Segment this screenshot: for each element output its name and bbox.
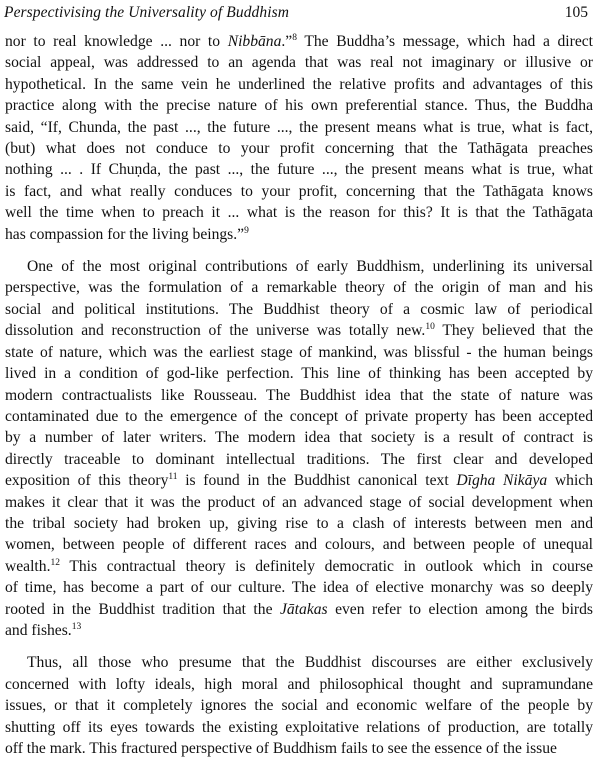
text-run: shutting off its eyes towards the existing exploitative relations of production, are totally [5, 718, 593, 736]
text-run: perspective, was the formulation of a remarkable theory of the origin of man and his [5, 279, 593, 297]
footnote-ref: 12 [50, 557, 60, 568]
text-line [5, 599, 593, 620]
text-run: hypothetical. In the same vein he underlined the relative profits and advantages of this [5, 75, 593, 93]
text-run: dissolution and reconstruction of the universe was totally new. [5, 322, 426, 340]
text-run: Thus, all those who presume that the Buddhist discourses are either exclusively [27, 654, 593, 672]
text-run: and fishes. [5, 621, 72, 639]
italic-term: Dīgha Nikāya [456, 472, 548, 490]
italic-term: Nibbāna [227, 33, 282, 50]
text-run: by a number of later writers. The modern idea that society is a result of contract is [5, 429, 593, 447]
text-run: practice along with the precise nature of his own preferential stance. Thus, the Buddha [5, 97, 593, 115]
text-run: which [547, 472, 593, 490]
text-line [5, 534, 593, 555]
paragraph [5, 652, 593, 759]
text-run: is fact, and what really conduces to your profit, concerning that the Tathāgata knows [5, 182, 593, 200]
text-line [5, 513, 593, 534]
text-run: said, “If, Chunda, the past ..., the future ..., the present means what is true, what is fact, [5, 118, 593, 136]
text-line [5, 406, 593, 427]
text-run: directly traceable to dominant intellectual traditions. The first clear and developed [5, 450, 593, 468]
text-run: issues, or that it completely ignores the social and economic welfare of the people by [5, 697, 593, 715]
text-run: even refer to election among the birds [327, 600, 593, 618]
text-line [5, 652, 593, 673]
text-run: modern contractualists like Rousseau. The Buddhist idea that the state of nature was [5, 386, 593, 404]
text-run: concerned with lofty ideals, high moral and philosophical thought and supramundane [5, 675, 593, 693]
italic-term: Jātakas [279, 600, 328, 618]
text-line [5, 159, 593, 180]
text-run: They believed that the [434, 322, 594, 340]
text-run: the tribal society had broken up, giving rise to a clash of interests between men and [5, 514, 593, 532]
text-line [5, 342, 593, 363]
text-run: One of the most original contributions of early Buddhism, underlining its universal [27, 258, 593, 276]
text-run: is found in the Buddhist canonical text [177, 472, 457, 490]
text-line [5, 556, 593, 577]
text-line [5, 738, 593, 759]
text-run: has compassion for the living beings.” [5, 225, 245, 243]
text-line [5, 138, 593, 159]
text-line [5, 385, 593, 406]
text-run: wealth. [5, 557, 51, 575]
text-line [5, 31, 593, 52]
text-run: social appeal, was addressed to an agenda that was real not imaginary or illusive or [5, 54, 593, 72]
page-number: 105 [564, 4, 588, 21]
text-line [5, 277, 593, 298]
text-line [5, 224, 593, 245]
text-run: (but) what does not conduce to your profit concerning that the Tathāgata preaches [5, 140, 593, 158]
text-run: social and political institutions. The Buddhist theory of a cosmic law of periodical [5, 300, 593, 318]
footnote-ref: 8 [292, 33, 297, 43]
text-line [5, 299, 593, 320]
text-line [5, 427, 593, 448]
text-line [5, 52, 593, 73]
text-line [5, 492, 593, 513]
footnote-ref: 11 [168, 472, 178, 483]
text-line [5, 577, 593, 598]
text-run: This contractual theory is definitely democratic in outlook which in course [59, 557, 593, 575]
text-line [5, 674, 593, 695]
text-run: off the mark. This fractured perspective of Buddhism fails to see the essence of the issue [5, 740, 557, 757]
text-line [5, 95, 593, 116]
text-run: lived in a condition of god-like perfection. This line of thinking has been accepted by [5, 365, 593, 383]
text-run: well the time when to preach it ... what is the reason for this? It is that the Tathāgata [5, 204, 593, 222]
body-text [5, 31, 593, 759]
text-line [5, 363, 593, 384]
text-line [5, 320, 593, 341]
text-line [5, 449, 593, 470]
text-run: The Buddha’s message, which had a direct [296, 33, 593, 50]
text-line [5, 695, 593, 716]
paragraph [5, 31, 593, 245]
text-run: state of nature, which was the earliest stage of mankind, was blissful - the human beings [5, 343, 593, 361]
text-line [5, 620, 593, 641]
page-header [4, 4, 594, 26]
text-run: nothing ... . If Chuṇda, the past ..., the future ..., the present means what is true, what [5, 161, 593, 179]
footnote-ref: 10 [425, 322, 435, 333]
text-line [5, 717, 593, 738]
text-line [5, 117, 593, 138]
text-run: makes it clear that it was the product of an advanced stage of social development when [5, 493, 593, 511]
text-line [5, 470, 593, 491]
text-run: nor to real knowledge ... nor to [5, 33, 228, 50]
text-line [5, 256, 593, 277]
text-line [5, 181, 593, 202]
text-run: exposition of this theory [5, 472, 169, 490]
text-line [5, 74, 593, 95]
paragraph [5, 256, 593, 641]
text-line [5, 202, 593, 223]
text-run: of time, has become a part of our culture. The idea of elective monarchy was so deeply [5, 579, 593, 597]
text-run: women, between people of different races and colours, and between people of unequal [5, 536, 593, 554]
footnote-ref: 13 [71, 621, 82, 632]
text-run: .” [281, 33, 293, 50]
running-title: Perspectivising the Universality of Buddhism [4, 4, 290, 21]
text-run: contaminated due to the emergence of the concept of private property has been accepted [5, 407, 593, 425]
footnote-ref: 9 [244, 225, 249, 236]
text-run: rooted in the Buddhist tradition that the [5, 600, 280, 618]
